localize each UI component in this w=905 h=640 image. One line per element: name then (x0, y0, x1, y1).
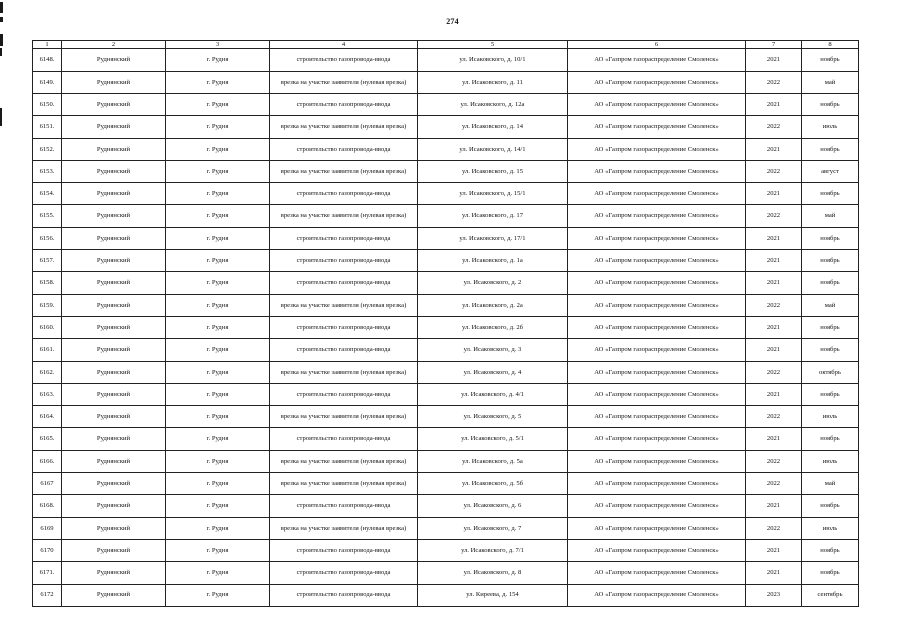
row-number-cell: 6148. (33, 49, 62, 71)
month-cell: ноябрь (802, 339, 859, 361)
locality-cell: г. Рудня (166, 562, 270, 584)
month-cell: июль (802, 116, 859, 138)
organization-cell: АО «Газпром газораспределение Смоленск» (568, 361, 746, 383)
table-row (33, 183, 859, 205)
locality-cell: г. Рудня (166, 227, 270, 249)
work-type-cell: врезка на участке заявителя (нулевая врезка) (270, 71, 418, 93)
table-row (33, 539, 859, 561)
locality-cell: г. Рудня (166, 183, 270, 205)
address-cell: ул. Исаковского, д. 5б (418, 473, 568, 495)
organization-cell: АО «Газпром газораспределение Смоленск» (568, 316, 746, 338)
year-cell: 2021 (746, 339, 802, 361)
locality-cell: г. Рудня (166, 339, 270, 361)
organization-cell: АО «Газпром газораспределение Смоленск» (568, 71, 746, 93)
organization-cell: АО «Газпром газораспределение Смоленск» (568, 250, 746, 272)
table-row (33, 406, 859, 428)
locality-cell: г. Рудня (166, 160, 270, 182)
work-type-cell: строительство газопровода-ввода (270, 227, 418, 249)
month-cell: июль (802, 450, 859, 472)
table-row (33, 160, 859, 182)
address-cell: ул. Исаковского, д. 2б (418, 316, 568, 338)
year-cell: 2021 (746, 428, 802, 450)
work-type-cell: врезка на участке заявителя (нулевая врезка) (270, 294, 418, 316)
organization-cell: АО «Газпром газораспределение Смоленск» (568, 205, 746, 227)
work-type-cell: строительство газопровода-ввода (270, 250, 418, 272)
district-cell: Руднянский (62, 205, 166, 227)
year-cell: 2022 (746, 160, 802, 182)
work-type-cell: врезка на участке заявителя (нулевая врезка) (270, 116, 418, 138)
column-header: 1 (33, 41, 62, 49)
district-cell: Руднянский (62, 71, 166, 93)
locality-cell: г. Рудня (166, 250, 270, 272)
locality-cell: г. Рудня (166, 71, 270, 93)
address-cell: ул. Исаковского, д. 8 (418, 562, 568, 584)
address-cell: ул. Исаковского, д. 5а (418, 450, 568, 472)
year-cell: 2022 (746, 71, 802, 93)
address-cell: ул. Исаковского, д. 15 (418, 160, 568, 182)
year-cell: 2022 (746, 473, 802, 495)
row-number-cell: 6152. (33, 138, 62, 160)
organization-cell: АО «Газпром газораспределение Смоленск» (568, 160, 746, 182)
address-cell: ул. Исаковского, д. 11 (418, 71, 568, 93)
locality-cell: г. Рудня (166, 272, 270, 294)
address-cell: ул. Исаковского, д. 17 (418, 205, 568, 227)
table-row (33, 250, 859, 272)
locality-cell: г. Рудня (166, 495, 270, 517)
year-cell: 2022 (746, 116, 802, 138)
row-number-cell: 6149. (33, 71, 62, 93)
locality-cell: г. Рудня (166, 517, 270, 539)
row-number-cell: 6167 (33, 473, 62, 495)
row-number-cell: 6172 (33, 584, 62, 606)
scan-artifact (0, 34, 3, 46)
column-header: 5 (418, 41, 568, 49)
scan-artifact (0, 48, 2, 56)
column-header: 4 (270, 41, 418, 49)
row-number-cell: 6156. (33, 227, 62, 249)
work-type-cell: врезка на участке заявителя (нулевая врезка) (270, 361, 418, 383)
month-cell: ноябрь (802, 539, 859, 561)
table-row (33, 205, 859, 227)
locality-cell: г. Рудня (166, 406, 270, 428)
year-cell: 2021 (746, 539, 802, 561)
district-cell: Руднянский (62, 517, 166, 539)
address-cell: ул. Исаковского, д. 4/1 (418, 383, 568, 405)
month-cell: май (802, 294, 859, 316)
address-cell: ул. Исаковского, д. 3 (418, 339, 568, 361)
work-type-cell: строительство газопровода-ввода (270, 584, 418, 606)
row-number-cell: 6162. (33, 361, 62, 383)
work-type-cell: строительство газопровода-ввода (270, 316, 418, 338)
work-type-cell: строительство газопровода-ввода (270, 428, 418, 450)
district-cell: Руднянский (62, 383, 166, 405)
address-cell: ул. Исаковского, д. 1а (418, 250, 568, 272)
month-cell: ноябрь (802, 272, 859, 294)
district-cell: Руднянский (62, 495, 166, 517)
locality-cell: г. Рудня (166, 316, 270, 338)
table-row (33, 473, 859, 495)
table-row (33, 49, 859, 71)
locality-cell: г. Рудня (166, 450, 270, 472)
row-number-cell: 6151. (33, 116, 62, 138)
month-cell: ноябрь (802, 562, 859, 584)
organization-cell: АО «Газпром газораспределение Смоленск» (568, 49, 746, 71)
month-cell: май (802, 473, 859, 495)
district-cell: Руднянский (62, 584, 166, 606)
row-number-cell: 6169 (33, 517, 62, 539)
district-cell: Руднянский (62, 406, 166, 428)
work-type-cell: строительство газопровода-ввода (270, 183, 418, 205)
work-type-cell: строительство газопровода-ввода (270, 138, 418, 160)
address-cell: ул. Исаковского, д. 5/1 (418, 428, 568, 450)
year-cell: 2021 (746, 227, 802, 249)
year-cell: 2021 (746, 272, 802, 294)
row-number-cell: 6153. (33, 160, 62, 182)
year-cell: 2021 (746, 94, 802, 116)
column-number-row (33, 41, 859, 49)
row-number-cell: 6170 (33, 539, 62, 561)
table-row (33, 517, 859, 539)
work-type-cell: врезка на участке заявителя (нулевая врезка) (270, 160, 418, 182)
organization-cell: АО «Газпром газораспределение Смоленск» (568, 272, 746, 294)
organization-cell: АО «Газпром газораспределение Смоленск» (568, 183, 746, 205)
month-cell: ноябрь (802, 383, 859, 405)
table-row (33, 316, 859, 338)
organization-cell: АО «Газпром газораспределение Смоленск» (568, 539, 746, 561)
column-header: 3 (166, 41, 270, 49)
district-cell: Руднянский (62, 160, 166, 182)
locality-cell: г. Рудня (166, 94, 270, 116)
organization-cell: АО «Газпром газораспределение Смоленск» (568, 450, 746, 472)
year-cell: 2021 (746, 250, 802, 272)
month-cell: ноябрь (802, 227, 859, 249)
year-cell: 2021 (746, 183, 802, 205)
work-type-cell: врезка на участке заявителя (нулевая врезка) (270, 450, 418, 472)
district-cell: Руднянский (62, 138, 166, 160)
organization-cell: АО «Газпром газораспределение Смоленск» (568, 428, 746, 450)
organization-cell: АО «Газпром газораспределение Смоленск» (568, 94, 746, 116)
row-number-cell: 6155. (33, 205, 62, 227)
address-cell: ул. Исаковского, д. 12а (418, 94, 568, 116)
organization-cell: АО «Газпром газораспределение Смоленск» (568, 562, 746, 584)
year-cell: 2021 (746, 562, 802, 584)
locality-cell: г. Рудня (166, 294, 270, 316)
month-cell: октябрь (802, 361, 859, 383)
work-type-cell: строительство газопровода-ввода (270, 94, 418, 116)
row-number-cell: 6171. (33, 562, 62, 584)
organization-cell: АО «Газпром газораспределение Смоленск» (568, 138, 746, 160)
column-header: 2 (62, 41, 166, 49)
year-cell: 2022 (746, 406, 802, 428)
table-row (33, 450, 859, 472)
month-cell: июль (802, 517, 859, 539)
month-cell: сентябрь (802, 584, 859, 606)
district-cell: Руднянский (62, 539, 166, 561)
address-cell: ул. Киреева, д. 154 (418, 584, 568, 606)
locality-cell: г. Рудня (166, 539, 270, 561)
scan-artifact (0, 108, 2, 126)
locality-cell: г. Рудня (166, 428, 270, 450)
address-cell: ул. Исаковского, д. 7/1 (418, 539, 568, 561)
year-cell: 2022 (746, 205, 802, 227)
table-row (33, 428, 859, 450)
address-cell: ул. Исаковского, д. 2 (418, 272, 568, 294)
locality-cell: г. Рудня (166, 116, 270, 138)
row-number-cell: 6158. (33, 272, 62, 294)
address-cell: ул. Исаковского, д. 14/1 (418, 138, 568, 160)
district-cell: Руднянский (62, 473, 166, 495)
row-number-cell: 6163. (33, 383, 62, 405)
table-row (33, 227, 859, 249)
year-cell: 2021 (746, 383, 802, 405)
table-row (33, 294, 859, 316)
row-number-cell: 6154. (33, 183, 62, 205)
work-type-cell: строительство газопровода-ввода (270, 49, 418, 71)
address-cell: ул. Исаковского, д. 4 (418, 361, 568, 383)
organization-cell: АО «Газпром газораспределение Смоленск» (568, 406, 746, 428)
table-row (33, 495, 859, 517)
locality-cell: г. Рудня (166, 473, 270, 495)
table-row (33, 71, 859, 93)
month-cell: май (802, 71, 859, 93)
month-cell: ноябрь (802, 94, 859, 116)
locality-cell: г. Рудня (166, 205, 270, 227)
work-type-cell: строительство газопровода-ввода (270, 495, 418, 517)
address-cell: ул. Исаковского, д. 2а (418, 294, 568, 316)
organization-cell: АО «Газпром газораспределение Смоленск» (568, 517, 746, 539)
district-cell: Руднянский (62, 183, 166, 205)
table-row (33, 584, 859, 606)
row-number-cell: 6168. (33, 495, 62, 517)
district-cell: Руднянский (62, 294, 166, 316)
district-cell: Руднянский (62, 227, 166, 249)
district-cell: Руднянский (62, 49, 166, 71)
table-row (33, 138, 859, 160)
table-row (33, 562, 859, 584)
row-number-cell: 6166. (33, 450, 62, 472)
locality-cell: г. Рудня (166, 584, 270, 606)
table-row (33, 339, 859, 361)
row-number-cell: 6164. (33, 406, 62, 428)
row-number-cell: 6159. (33, 294, 62, 316)
work-type-cell: врезка на участке заявителя (нулевая врезка) (270, 406, 418, 428)
district-cell: Руднянский (62, 562, 166, 584)
row-number-cell: 6160. (33, 316, 62, 338)
address-cell: ул. Исаковского, д. 15/1 (418, 183, 568, 205)
organization-cell: АО «Газпром газораспределение Смоленск» (568, 473, 746, 495)
year-cell: 2021 (746, 316, 802, 338)
year-cell: 2021 (746, 495, 802, 517)
column-header: 6 (568, 41, 746, 49)
locality-cell: г. Рудня (166, 49, 270, 71)
district-cell: Руднянский (62, 450, 166, 472)
organization-cell: АО «Газпром газораспределение Смоленск» (568, 227, 746, 249)
row-number-cell: 6150. (33, 94, 62, 116)
table-body (33, 49, 859, 606)
year-cell: 2022 (746, 450, 802, 472)
district-cell: Руднянский (62, 361, 166, 383)
work-type-cell: строительство газопровода-ввода (270, 272, 418, 294)
work-type-cell: строительство газопровода-ввода (270, 339, 418, 361)
month-cell: ноябрь (802, 428, 859, 450)
work-type-cell: врезка на участке заявителя (нулевая врезка) (270, 473, 418, 495)
table-row (33, 383, 859, 405)
work-type-cell: строительство газопровода-ввода (270, 562, 418, 584)
district-cell: Руднянский (62, 116, 166, 138)
month-cell: ноябрь (802, 316, 859, 338)
year-cell: 2021 (746, 49, 802, 71)
organization-cell: АО «Газпром газораспределение Смоленск» (568, 339, 746, 361)
table-row (33, 272, 859, 294)
district-cell: Руднянский (62, 428, 166, 450)
month-cell: август (802, 160, 859, 182)
work-type-cell: строительство газопровода-ввода (270, 539, 418, 561)
year-cell: 2022 (746, 294, 802, 316)
table-row (33, 94, 859, 116)
organization-cell: АО «Газпром газораспределение Смоленск» (568, 294, 746, 316)
year-cell: 2021 (746, 138, 802, 160)
page-number: 274 (446, 17, 459, 26)
district-cell: Руднянский (62, 94, 166, 116)
work-type-cell: строительство газопровода-ввода (270, 383, 418, 405)
district-cell: Руднянский (62, 272, 166, 294)
month-cell: май (802, 205, 859, 227)
address-cell: ул. Исаковского, д. 7 (418, 517, 568, 539)
address-cell: ул. Исаковского, д. 17/1 (418, 227, 568, 249)
district-cell: Руднянский (62, 250, 166, 272)
locality-cell: г. Рудня (166, 361, 270, 383)
year-cell: 2022 (746, 517, 802, 539)
scan-artifact (0, 2, 3, 13)
row-number-cell: 6157. (33, 250, 62, 272)
table-row (33, 361, 859, 383)
locality-cell: г. Рудня (166, 383, 270, 405)
organization-cell: АО «Газпром газораспределение Смоленск» (568, 383, 746, 405)
month-cell: ноябрь (802, 183, 859, 205)
address-cell: ул. Исаковского, д. 10/1 (418, 49, 568, 71)
month-cell: ноябрь (802, 495, 859, 517)
address-cell: ул. Исаковского, д. 14 (418, 116, 568, 138)
table-row (33, 116, 859, 138)
address-cell: ул. Исаковского, д. 6 (418, 495, 568, 517)
locality-cell: г. Рудня (166, 138, 270, 160)
work-type-cell: врезка на участке заявителя (нулевая врезка) (270, 205, 418, 227)
row-number-cell: 6165. (33, 428, 62, 450)
organization-cell: АО «Газпром газораспределение Смоленск» (568, 495, 746, 517)
district-cell: Руднянский (62, 316, 166, 338)
organization-cell: АО «Газпром газораспределение Смоленск» (568, 116, 746, 138)
column-header: 7 (746, 41, 802, 49)
organization-cell: АО «Газпром газораспределение Смоленск» (568, 584, 746, 606)
year-cell: 2022 (746, 361, 802, 383)
month-cell: ноябрь (802, 138, 859, 160)
month-cell: ноябрь (802, 49, 859, 71)
column-header: 8 (802, 41, 859, 49)
row-number-cell: 6161. (33, 339, 62, 361)
year-cell: 2023 (746, 584, 802, 606)
address-cell: ул. Исаковского, д. 5 (418, 406, 568, 428)
work-type-cell: врезка на участке заявителя (нулевая врезка) (270, 517, 418, 539)
district-cell: Руднянский (62, 339, 166, 361)
gas-connection-table (32, 40, 859, 607)
month-cell: июль (802, 406, 859, 428)
month-cell: ноябрь (802, 250, 859, 272)
